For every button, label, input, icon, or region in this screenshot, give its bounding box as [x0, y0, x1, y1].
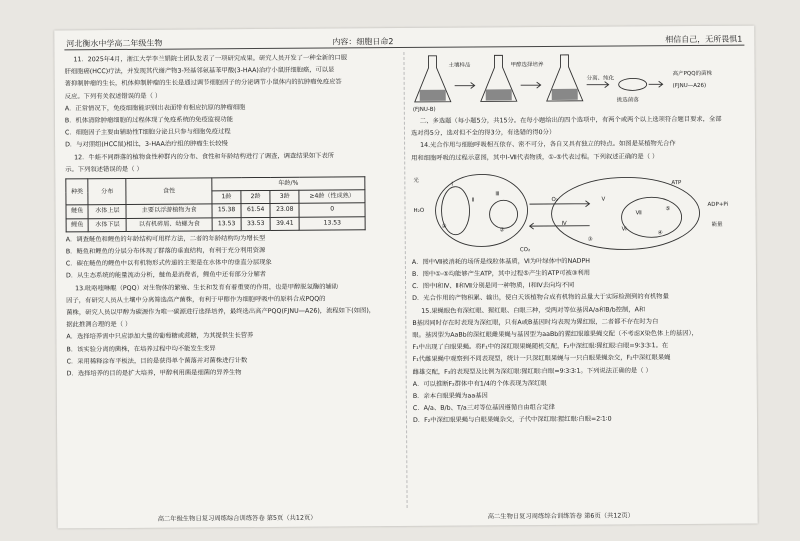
- fig2-label: Ⅳ: [561, 220, 567, 227]
- question-15-line: B基因同时存在时表现为深红眼，只有A或B基因时均表现为猩红眼，二者都不存在时为白: [412, 318, 659, 327]
- question-13-line: 菌株，研究人员以甲醇为碳源作为唯一碳源进行选择培养，最终选出高产PQQ(FJNU—A26)，流程如下(如图)，: [66, 307, 376, 317]
- question-15-option-b: B．亲本白眼果蝇为aa基因: [412, 392, 488, 401]
- fig2-label: 能量: [711, 221, 723, 228]
- question-13-option-c: C．采用稀释涂布平板法，目的是获得单个菌落并对菌株进行计数: [66, 356, 248, 366]
- table-header-age-3: 3龄: [270, 190, 299, 203]
- table-header-age-1: 1龄: [212, 191, 241, 204]
- fig-note: 高产PQQ的菌株: [672, 70, 713, 78]
- petri-dish-icon: [619, 78, 647, 90]
- arrow-icon: [530, 223, 590, 229]
- question-13-line: 据此推测合理的是（ ）: [66, 321, 132, 329]
- table-cell: 39.41: [270, 217, 299, 230]
- question-11-line: 著抑制肿瘤的生长，机体抑制肿瘤的生长是通过调节细胞因子的分泌调节小鼠体内的抗肿瘤免疫应答: [64, 78, 342, 88]
- question-15-option-c: C．A/a、B/b、T/a三对等位基因遵循自由组合定律: [412, 404, 555, 413]
- question-13-line: 13.吡咯喹啉醌（PQQ）对生物体的繁殖、生长和发育有着重要的作用，也是甲醇脱氢酶的辅助: [75, 283, 339, 292]
- question-15-line: F₁中出现了白眼果蝇。将F₁中的深红眼果蝇随机交配，F₂中深红眼∶猩红眼∶白眼=9∶3∶3∶1。在: [412, 342, 669, 352]
- header-school: 河北衡水中学高二年级生物: [66, 38, 163, 49]
- footer-left: 高二年级生物日复习周练综合训练答卷 第5页（共12页）: [157, 514, 317, 523]
- question-11-option-d: D．与对照组(HCC鼠)相比，3-HAA治疗组的肿瘤生长较慢: [65, 140, 228, 149]
- question-15-line: 雌雄交配，F₃的表现型及比例为深红眼∶猩红眼∶白眼=9∶3∶3∶1。下列说法正确的是（ ）: [412, 366, 652, 376]
- table-cell: 13.53: [299, 216, 365, 230]
- fig2-label: ⑤: [665, 205, 671, 212]
- table-cell: 鲤鱼: [66, 218, 88, 231]
- column-divider: [403, 52, 407, 508]
- header-motto: 相信自己，无所畏惧1: [665, 34, 743, 45]
- arrow-icon: [455, 83, 475, 89]
- question-12-option-a: A．调查鲢鱼和鲤鱼的年龄结构可用样方法，二者的年龄结构均为增长型: [65, 234, 266, 244]
- question-12-line: 12．牛蛙不同群落的植物食性种群内的分布、食性和年龄结构进行了调查，调查结果如下表所: [74, 152, 335, 161]
- header-topic: 内容：细胞日命2: [332, 37, 394, 47]
- right-column: [410, 50, 749, 428]
- mitochondrion-icon: [621, 197, 681, 237]
- question-11-option-c: C．细胞因子主要由辅助性T细胞分泌且只参与细胞免疫过程: [64, 128, 231, 137]
- arrow-icon: [649, 81, 663, 87]
- question-14-option-a: A．图中Ⅶ被消耗的场所是线粒体基质，Ⅵ为叶绿体中的NADPH: [411, 257, 591, 266]
- arrow-icon: [529, 201, 589, 207]
- fig-label: 土壤样品: [448, 62, 471, 69]
- table-cell: 15.38: [212, 204, 241, 217]
- fig2-label: H₂O: [413, 207, 425, 214]
- fig2-label: Ⅴ: [601, 196, 606, 203]
- fig2-label: Ⅲ: [495, 191, 500, 198]
- question-11-line: 11．2025年4月，浙江大学李兰娟院士团队发表了一项研究成果。研究人员开发了一种全新的口服: [73, 54, 348, 64]
- fig-label: (FJNU-B): [412, 106, 436, 113]
- question-13-option-b: B．该实验分离的菌株，在培养过程中均不能发生变异: [66, 345, 216, 354]
- table-header-distribution: 分布: [88, 178, 126, 205]
- fig2-label: Ⅵ: [621, 226, 627, 233]
- question-15-line: 15.果蝇眼色有深红眼、猩红眼、白眼三种，受两对等位基因A/a和B/b控制，A和: [421, 305, 646, 315]
- question-13-line: 因子，有研究人员从土壤中分离筛选高产菌株，有利于甲醇作为细胞呼吸中的原料合成PQQ的: [66, 295, 326, 305]
- photosynthesis-diagram-svg: [411, 162, 748, 256]
- fig2-label: CO₂: [519, 246, 531, 254]
- fig-label: 分离、纯化: [586, 75, 615, 82]
- fig2-label: ADP+Pi: [707, 201, 729, 208]
- question-12-option-b: B．鲢鱼和鲤鱼的分层分布体现了群落的垂直结构，有利于充分利用资源: [65, 247, 266, 256]
- table-header-age: 年龄/%: [212, 177, 365, 191]
- table-row: [66, 216, 365, 231]
- fig2-label: ①: [441, 223, 447, 230]
- question-15-line: 眼。基因型为AaBb的深红眼雌果蝇与基因型为aaBb的猩红眼雄果蝇交配（不考虑X染色体上的基因），: [412, 329, 698, 339]
- fig2-label: Ⅰ: [451, 181, 454, 188]
- medium-fill: [486, 89, 512, 100]
- table-cell: 以有机碎屑、幼螺为食: [126, 217, 212, 231]
- fig-label: 挑选菌落: [616, 97, 639, 104]
- question-14-option-b: B．图中①-⑤均能够产生ATP，其中过程⑤产生的ATP可被③利用: [411, 269, 591, 278]
- question-12-line: 示。下列叙述错误的是（ ）: [65, 165, 143, 174]
- table-cell: 水体下层: [88, 218, 126, 231]
- question-11-line: 反应。下列有关叙述错误的是（ ）: [64, 92, 162, 100]
- fig2-label: ④: [657, 230, 663, 237]
- table-cell: 23.08: [270, 204, 299, 217]
- question-14-option-d: D．光合作用的产物积累、输出，使白天该植物合成有机物的总量大于实际检测到的有机物量: [412, 293, 669, 303]
- question-11-option-b: B．机体清除肿瘤细胞的过程体现了免疫系统的免疫监视功能: [64, 116, 233, 125]
- fig2-label: Ⅱ: [471, 197, 475, 204]
- arrow-icon: [521, 82, 541, 88]
- chloroplast-icon: [435, 174, 528, 247]
- table-cell: 61.54: [241, 204, 270, 217]
- section-2-line: 选对得5分，选对但不全的得3分，有选错的得0分）: [410, 129, 556, 138]
- question-14-option-c: C．图中Ⅰ和Ⅳ、Ⅱ和Ⅶ分别是同一种物质，Ⅰ和Ⅳ去向均不同: [412, 282, 575, 291]
- table-header-food: 食性: [126, 178, 212, 205]
- table-header-age-2: 2龄: [241, 191, 270, 204]
- question-12-option-c: C．碳在鲢鱼的鲤鱼中以有机物形式传递的主要是在水体中的垂直分层现象: [65, 259, 272, 268]
- question-11-line: 肝细胞癌(HCC)疗法，并发现其代谢产物3-羟基邻氨基苯甲酸(3-HAA)治疗小鼠肝细胞癌，可以显: [64, 66, 335, 76]
- table-cell: 鲢鱼: [66, 205, 88, 218]
- fig2-label: O₂: [551, 196, 559, 203]
- fig-label: 甲醇选择培养: [510, 62, 544, 69]
- flask-diagram: [410, 50, 746, 116]
- question-14-line: 用和细胞呼吸的过程示意图，其中Ⅰ-Ⅶ代表物质，①-⑤代表过程。下列叙述正确的是（ ）: [411, 152, 659, 162]
- table-cell: 13.53: [212, 217, 241, 230]
- fig2-label: Ⅶ: [635, 210, 642, 217]
- fish-age-table: [65, 176, 365, 232]
- section-2-line: 二、多选题（每小题5分，共15分。在每小题给出的四个选项中，有两个或两个以上选项符合题目要求，全部: [419, 115, 722, 125]
- question-12-option-d: D．从生态系统的能量流动分析，鲢鱼是消费者，鲤鱼中还有部分分解者: [65, 271, 267, 280]
- photosynthesis-diagram: [411, 162, 748, 256]
- fig2-label: ②: [499, 227, 505, 234]
- question-11-option-a: A．正常情况下，免疫细胞能识别出表面带有相应抗原的肿瘤细胞: [64, 103, 246, 113]
- medium-fill: [552, 89, 578, 100]
- fig2-label: ③: [587, 236, 593, 243]
- table-header-age-4: ≥4龄（性成熟）: [299, 190, 365, 204]
- table-cell: 水体上层: [88, 205, 126, 218]
- table-cell: 主要以浮游植物为食: [126, 204, 212, 218]
- question-15-option-a: A．可以推断F₂群体中有1/4的个体表现为深红眼: [412, 379, 547, 388]
- question-13-option-a: A．选择培养需中只应添加大量的葡萄糖或蔗糖，为其提供生长营养: [66, 332, 254, 341]
- question-14-line: 14.光合作用与细胞呼吸相互依存、密不可分，各自又具有独立的特点。如图是某植物光合作: [420, 140, 676, 150]
- table-cell: 33.53: [241, 217, 270, 230]
- table-cell: 0: [299, 203, 365, 217]
- fig-label: (FJNU—A26): [672, 82, 707, 90]
- question-15-line: F₁代雌果蝇中观察到不同表现型，统计一只深红眼果蝇与一只白眼果蝇杂交，F₂中深红眼果蝇: [412, 354, 671, 364]
- question-15-option-d: D．F₂中深红眼果蝇与白眼果蝇杂交，子代中深红眼∶猩红眼∶白眼=2∶1∶0: [412, 416, 612, 425]
- fig2-label: ATP: [671, 179, 682, 186]
- medium-fill: [420, 90, 446, 101]
- left-column: [64, 52, 398, 381]
- exam-page: [54, 26, 757, 529]
- fig2-label: 光: [413, 177, 419, 184]
- table-header-species: 种类: [66, 179, 88, 206]
- footer-right: 高二生物日复习周练综合训练答卷 第6页（共12页）: [487, 512, 634, 521]
- question-13-option-d: D．选择培养的目的是扩大培养，甲醇利用菌是细菌的异养生物: [66, 369, 242, 378]
